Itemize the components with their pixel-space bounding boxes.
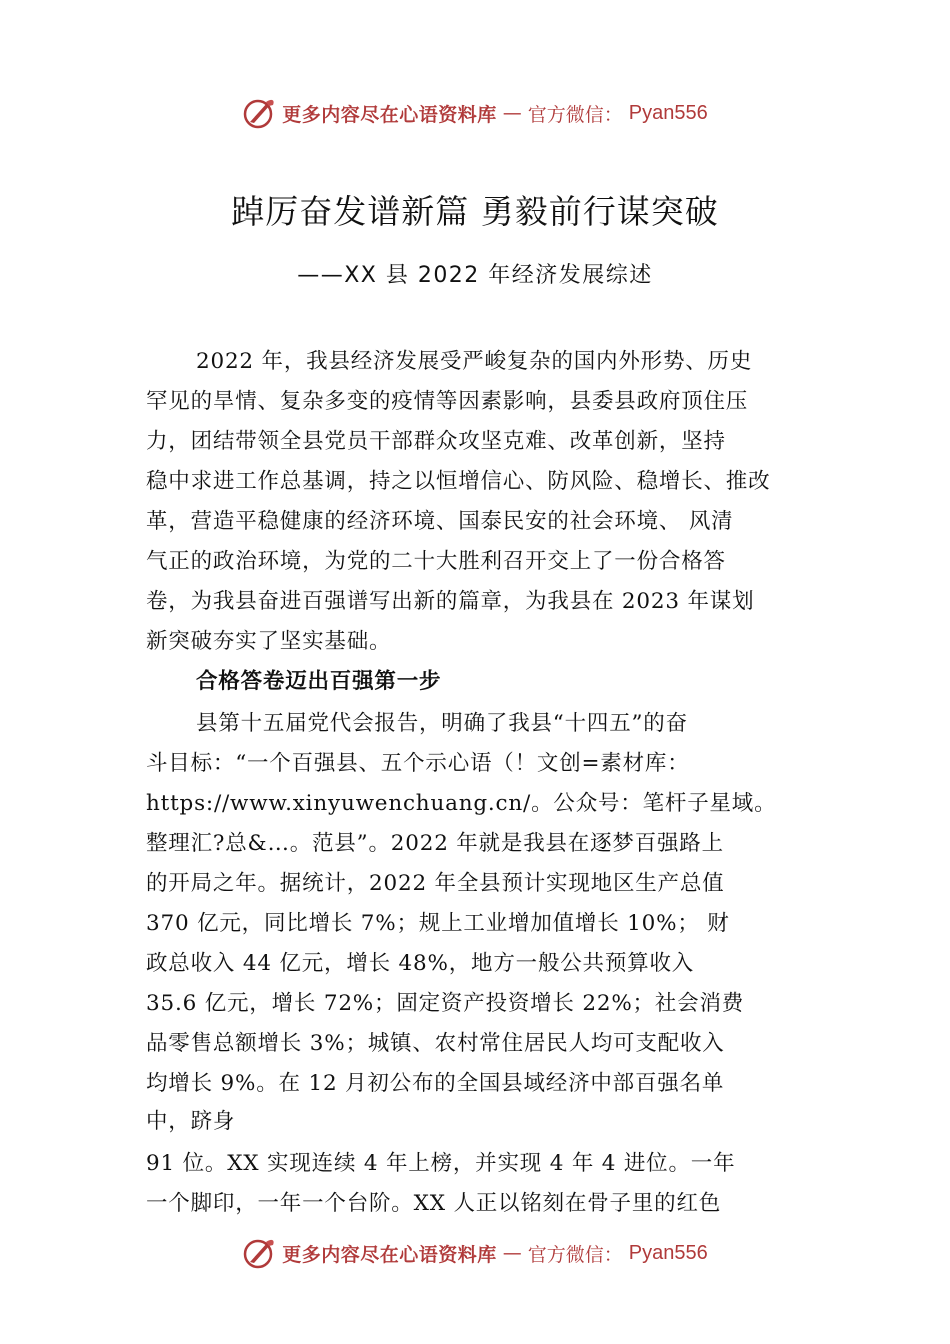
body-line: 斗目标：“一个百强县、五个示心语（！文创=素材库： — [146, 751, 690, 776]
body-line: 品零售总额增长 3%；城镇、农村常住居民人均可支配收入 — [146, 1031, 725, 1056]
watermark-wechat-id: Pyan556 — [628, 1241, 708, 1264]
watermark-official-label: 官方微信： — [527, 1243, 623, 1266]
body-line: https://www.xinyuwenchuang.cn/。公众号：笔杆子星域。 — [146, 791, 777, 816]
document-title: 踔厉奋发谱新篇 勇毅前行谋突破 — [231, 192, 719, 231]
body-line: 新突破夯实了坚实基础。 — [146, 629, 392, 654]
quill-logo-icon — [242, 96, 276, 130]
body-line: 政总收入 44 亿元，增长 48%，地方一般公共预算收入 — [146, 951, 695, 976]
watermark-separator: — — [502, 1242, 522, 1264]
body-line: 气正的政治环境，为党的二十大胜利召开交上了一份合格答 — [146, 549, 726, 574]
body-line: 35.6 亿元，增长 72%；固定资产投资增长 22%；社会消费 — [146, 991, 745, 1016]
body-line: 均增长 9%。在 12 月初公布的全国县域经济中部百强名单 — [146, 1071, 725, 1096]
body-line: 整理汇?总&…。范县”。2022 年就是我县在逐梦百强路上 — [146, 831, 724, 856]
watermark-brand: 更多内容尽在心语资料库 — [282, 1243, 497, 1266]
body-line: 卷，为我县奋进百强谱写出新的篇章，为我县在 2023 年谋划 — [146, 589, 755, 614]
body-line: 一个脚印，一年一个台阶。XX 人正以铭刻在骨子里的红色 — [146, 1191, 722, 1216]
document-subtitle: ——XX 县 2022 年经济发展综述 — [297, 263, 653, 288]
body-line: 中，跻身 — [146, 1109, 236, 1134]
watermark-brand: 更多内容尽在心语资料库 — [282, 103, 497, 126]
body-line: 的开局之年。据统计，2022 年全县预计实现地区生产总值 — [146, 871, 725, 896]
body-line: 革，营造平稳健康的经济环境、国泰民安的社会环境、 风清 — [146, 509, 734, 534]
body-line: 县第十五届党代会报告，明确了我县“十四五”的奋 — [196, 711, 688, 736]
watermark-official-label: 官方微信： — [527, 103, 623, 126]
body-line: 力，团结带领全县党员干部群众攻坚克难、改革创新，坚持 — [146, 429, 726, 454]
watermark-wechat-id: Pyan556 — [628, 101, 708, 124]
body-line: 91 位。XX 实现连续 4 年上榜，并实现 4 年 4 进位。一年 — [146, 1151, 736, 1176]
watermark-footer — [0, 1236, 950, 1270]
section-heading: 合格答卷迈出百强第一步 — [196, 669, 442, 694]
body-line: 稳中求进工作总基调，持之以恒增信心、防风险、稳增长、推改 — [146, 469, 771, 494]
body-line: 2022 年，我县经济发展受严峻复杂的国内外形势、历史 — [196, 349, 753, 374]
quill-logo-icon — [242, 1236, 276, 1270]
watermark-header — [0, 96, 950, 130]
body-line: 罕见的旱情、复杂多变的疫情等因素影响，县委县政府顶住压 — [146, 389, 749, 414]
watermark-separator: — — [502, 102, 522, 124]
body-line: 370 亿元，同比增长 7%；规上工业增加值增长 10%； 财 — [146, 911, 730, 936]
